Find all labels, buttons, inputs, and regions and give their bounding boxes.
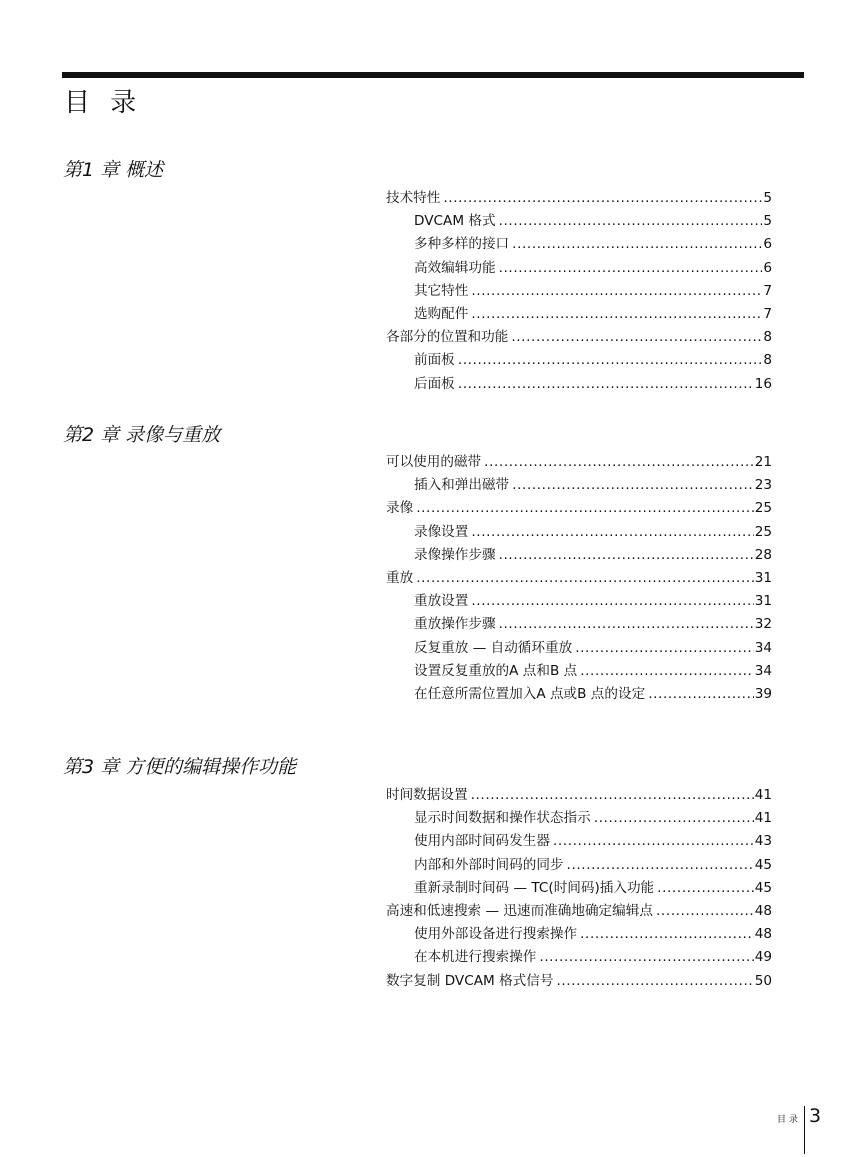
toc-entry-page-number: 23 — [754, 477, 772, 494]
toc-entry — [386, 302, 772, 325]
dot-leader — [416, 570, 754, 586]
dot-leader — [443, 190, 762, 206]
top-rule — [62, 72, 804, 78]
toc-entry — [386, 279, 772, 302]
toc-entry-title: 使用内部时间码发生器 — [414, 833, 550, 850]
toc-entry-title: 使用外部设备进行搜索操作 — [414, 926, 578, 943]
toc-entry — [386, 520, 772, 543]
toc-entry-title: 录像设置 — [414, 523, 469, 540]
dot-leader — [471, 593, 753, 609]
dot-leader — [539, 949, 753, 965]
toc-entry-title: 插入和弹出磁带 — [414, 477, 510, 494]
chapter-heading-1: 第1 章 概述 — [63, 159, 164, 181]
dot-leader — [499, 547, 754, 563]
dot-leader — [656, 903, 754, 919]
toc-entry-title: 设置反复重放的A 点和B 点 — [414, 662, 578, 679]
toc-entry — [386, 682, 772, 705]
toc-entry-page-number: 39 — [754, 685, 772, 702]
toc-entry-title: 各部分的位置和功能 — [386, 329, 509, 346]
toc-entry — [386, 945, 772, 968]
toc-entry-title: 内部和外部时间码的同步 — [414, 856, 564, 873]
toc-entry-title: 高速和低速搜索 — 迅速而准确地确定编辑点 — [386, 902, 653, 919]
footer-rule — [804, 1106, 805, 1154]
toc-entry-page-number: 48 — [754, 926, 772, 943]
chapter-heading-2: 第2 章 录像与重放 — [63, 424, 221, 446]
toc-entry-page-number: 49 — [754, 949, 772, 966]
toc-entry — [386, 543, 772, 566]
toc-entry — [386, 450, 772, 473]
toc-entry — [386, 209, 772, 232]
toc-entry-title: DVCAM 格式 — [414, 213, 496, 230]
dot-leader — [416, 500, 754, 516]
dot-leader — [471, 283, 762, 299]
toc-entry-page-number: 34 — [754, 662, 772, 679]
dot-leader — [580, 663, 753, 679]
toc-entry — [386, 969, 772, 992]
toc-entry-page-number: 16 — [754, 375, 772, 392]
toc-entry-page-number: 45 — [754, 856, 772, 873]
toc-entry-page-number: 28 — [754, 546, 772, 563]
toc-entry-title: 其它特性 — [414, 282, 469, 299]
toc-entry — [386, 232, 772, 255]
toc-entry-page-number: 5 — [763, 190, 772, 206]
toc-entry-page-number: 7 — [763, 305, 772, 322]
dot-leader — [657, 880, 754, 896]
dot-leader — [553, 833, 754, 849]
toc-entry — [386, 256, 772, 279]
toc-entry-title: 反复重放 — 自动循环重放 — [414, 639, 573, 656]
chapter-heading-3: 第3 章 方便的编辑操作功能 — [63, 756, 297, 778]
footer-section-label: 目 录 — [777, 1115, 798, 1125]
toc-entry — [386, 372, 772, 395]
toc-entry — [386, 876, 772, 899]
dot-leader — [575, 640, 754, 656]
toc-entry-page-number: 31 — [754, 593, 772, 610]
toc-entry-page-number: 25 — [754, 500, 772, 517]
toc-entry — [386, 496, 772, 519]
toc-entry-page-number: 21 — [754, 454, 772, 470]
toc-entry-title: 多种多样的接口 — [414, 236, 510, 253]
toc-entry — [386, 186, 772, 209]
page-title: 目 录 — [64, 88, 143, 118]
toc-entry-page-number: 5 — [763, 213, 772, 230]
toc-entry-title: 可以使用的磁带 — [386, 454, 482, 470]
toc-entry-title: 录像操作步骤 — [414, 546, 496, 563]
toc-entry-page-number: 34 — [754, 639, 772, 656]
toc-entry-title: 高效编辑功能 — [414, 259, 496, 276]
dot-leader — [499, 213, 763, 229]
toc-entry-title: 时间数据设置 — [386, 787, 468, 803]
toc-entry-title: 技术特性 — [386, 190, 441, 206]
toc-entry-title: 重放设置 — [414, 593, 469, 610]
toc-entry-page-number: 43 — [754, 833, 772, 850]
toc-entry-title: 前面板 — [414, 352, 455, 369]
dot-leader — [499, 616, 754, 632]
toc-entry-page-number: 8 — [763, 329, 772, 346]
dot-leader — [484, 454, 754, 470]
page-number: 3 — [809, 1105, 822, 1127]
toc-entry-title: 录像 — [386, 500, 414, 517]
dot-leader — [512, 477, 754, 493]
toc-entry-title: 重放 — [386, 569, 414, 586]
toc-entry — [386, 659, 772, 682]
dot-leader — [458, 352, 763, 368]
toc-entry-title: 在本机进行搜索操作 — [414, 949, 537, 966]
dot-leader — [471, 306, 762, 322]
toc-entry — [386, 806, 772, 829]
dot-leader — [594, 810, 754, 826]
dot-leader — [471, 787, 754, 803]
toc-entry — [386, 922, 772, 945]
toc-entry-title: 选购配件 — [414, 305, 469, 322]
toc-entry-page-number: 6 — [763, 236, 772, 253]
dot-leader — [471, 524, 753, 540]
toc-entry-page-number: 50 — [754, 972, 772, 989]
toc-entry-page-number: 45 — [754, 879, 772, 896]
toc-entry — [386, 899, 772, 922]
toc-entry-page-number: 25 — [754, 523, 772, 540]
toc-entry-page-number: 48 — [754, 902, 772, 919]
dot-leader — [511, 329, 762, 345]
toc-entry-title: 重新录制时间码 — TC(时间码)插入功能 — [414, 879, 655, 896]
dot-leader — [499, 260, 763, 276]
toc-entry-title: 重放操作步骤 — [414, 616, 496, 633]
toc-entry-title: 在任意所需位置加入A 点或B 点的设定 — [414, 685, 646, 702]
toc-entry-page-number: 31 — [754, 569, 772, 586]
dot-leader — [648, 686, 754, 702]
toc-entry — [386, 636, 772, 659]
dot-leader — [580, 926, 754, 942]
toc-entry — [386, 783, 772, 806]
toc-entry-page-number: 7 — [763, 282, 772, 299]
toc-entry-page-number: 32 — [754, 616, 772, 633]
toc-entry — [386, 325, 772, 348]
toc-list-chapter-1 — [386, 186, 772, 395]
toc-entry-title: 后面板 — [414, 375, 455, 392]
dot-leader — [567, 857, 754, 873]
toc-entry-page-number: 8 — [763, 352, 772, 369]
toc-entry — [386, 829, 772, 852]
dot-leader — [512, 236, 762, 252]
dot-leader — [458, 376, 754, 392]
toc-entry-title: 数字复制 DVCAM 格式信号 — [386, 972, 554, 989]
toc-entry-page-number: 41 — [754, 787, 772, 803]
toc-entry — [386, 589, 772, 612]
toc-entry — [386, 612, 772, 635]
toc-list-chapter-3 — [386, 783, 772, 992]
toc-entry — [386, 348, 772, 371]
toc-entry-page-number: 41 — [754, 810, 772, 827]
toc-entry — [386, 853, 772, 876]
dot-leader — [556, 973, 753, 989]
toc-entry-page-number: 6 — [763, 259, 772, 276]
toc-list-chapter-2 — [386, 450, 772, 705]
toc-entry-title: 显示时间数据和操作状态指示 — [414, 810, 591, 827]
toc-entry — [386, 566, 772, 589]
toc-entry — [386, 473, 772, 496]
